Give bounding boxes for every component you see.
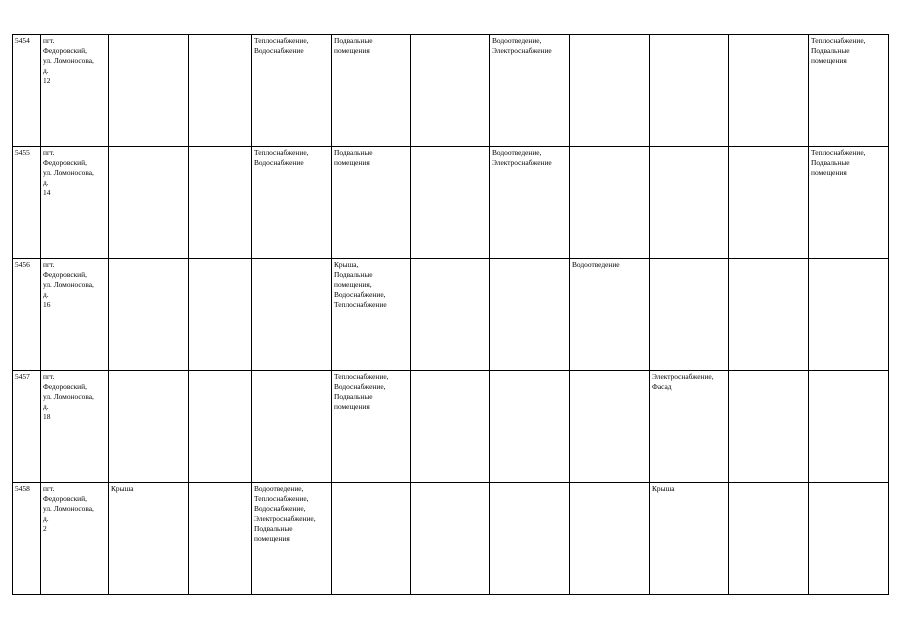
table-cell [729,371,809,483]
table-cell [411,259,490,371]
table-cell: Водоотведение, Теплоснабжение, Водоснабжение, Электроснабжение, Подвальные помещения [252,483,332,595]
table-cell [729,147,809,259]
table-cell: Крыша [650,483,729,595]
table-cell: Теплоснабжение, Водоснабжение, Подвальные помещения [332,371,411,483]
table-cell [570,371,650,483]
table-cell [411,483,490,595]
table-row [13,259,889,371]
table-cell [411,147,490,259]
table-cell [189,259,252,371]
row-number: 5457 [13,371,41,483]
row-number: 5454 [13,35,41,147]
table-cell [189,147,252,259]
table-row [13,483,889,595]
table-cell [570,483,650,595]
table-cell [252,371,332,483]
address-cell: пгт. Федоровский, ул. Ломоносова, д. 16 [41,259,109,371]
table-cell [570,147,650,259]
address-cell: пгт. Федоровский, ул. Ломоносова, д. 18 [41,371,109,483]
table-cell [729,259,809,371]
table-cell [411,371,490,483]
table-cell [109,371,189,483]
table-cell [729,35,809,147]
table-cell [109,35,189,147]
row-number: 5458 [13,483,41,595]
table-cell [490,483,570,595]
table-row [13,147,889,259]
table-cell [809,483,889,595]
table-cell: Водоотведение [570,259,650,371]
table-cell: Электроснабжение, Фасад [650,371,729,483]
table-cell [189,483,252,595]
table-cell [189,371,252,483]
table-cell [809,371,889,483]
document-table [12,34,889,595]
table-cell [109,259,189,371]
address-cell: пгт. Федоровский, ул. Ломоносова, д. 2 [41,483,109,595]
row-number: 5455 [13,147,41,259]
table-row [13,371,889,483]
table-cell: Теплоснабжение, Подвальные помещения [809,35,889,147]
table-cell [490,259,570,371]
row-number: 5456 [13,259,41,371]
table-cell [411,35,490,147]
table-cell [650,35,729,147]
address-cell: пгт. Федоровский, ул. Ломоносова, д. 14 [41,147,109,259]
table-row [13,35,889,147]
table-cell: Водоотведение, Электроснабжение [490,147,570,259]
table-cell [252,259,332,371]
table-cell: Крыша, Подвальные помещения, Водоснабжение, Теплоснабжение [332,259,411,371]
table-cell [332,483,411,595]
table-cell: Теплоснабжение, Водоснабжение [252,147,332,259]
table-cell [729,483,809,595]
table-cell: Теплоснабжение, Подвальные помещения [809,147,889,259]
table-cell: Водоотведение, Электроснабжение [490,35,570,147]
table-cell [650,259,729,371]
table-cell: Подвальные помещения [332,147,411,259]
table-cell: Крыша [109,483,189,595]
table-cell: Теплоснабжение, Водоснабжение [252,35,332,147]
table-cell [809,259,889,371]
table-cell: Подвальные помещения [332,35,411,147]
address-cell: пгт. Федоровский, ул. Ломоносова, д. 12 [41,35,109,147]
table-cell [109,147,189,259]
table-cell [189,35,252,147]
table-cell [650,147,729,259]
table-cell [570,35,650,147]
table-cell [490,371,570,483]
